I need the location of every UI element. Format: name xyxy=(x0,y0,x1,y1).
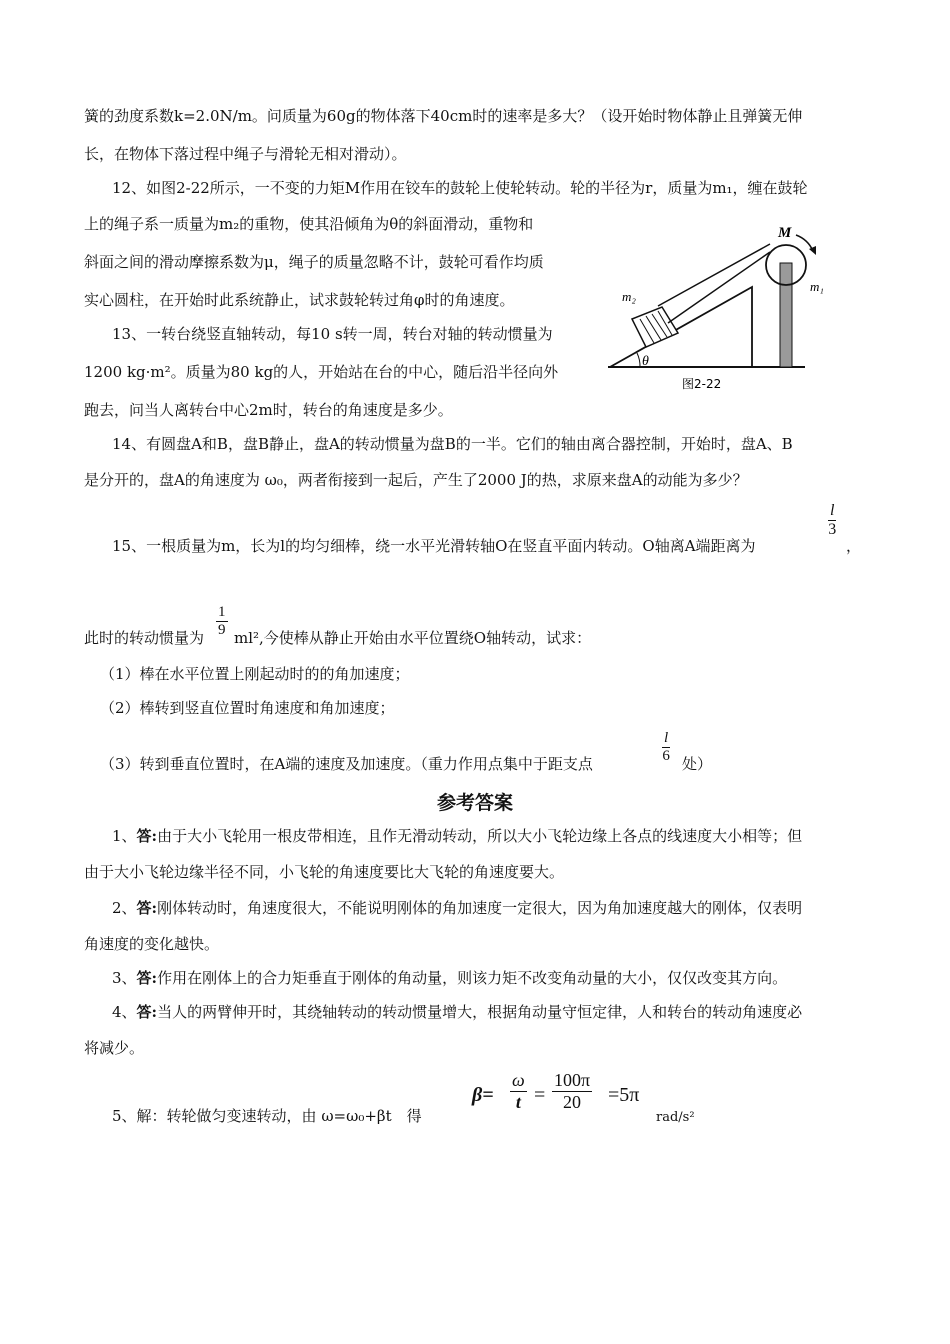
rope-lower xyxy=(668,252,770,323)
fraction-l-over-3: l 3 xyxy=(828,502,837,538)
text-line: 是分开的，盘A的角速度为 ω₀，两者衔接到一起后，产生了2000 J的热，求原来盘A的动能为多少？ xyxy=(84,471,748,489)
text-line: 长，在物体下落过程中绳子与滑轮无相对滑动）。 xyxy=(84,145,407,163)
label-M: M xyxy=(778,225,792,241)
eq-beta: β= xyxy=(472,1084,494,1106)
text-line: 斜面之间的滑动摩擦系数为μ，绳子的质量忽略不计，鼓轮可看作均质 xyxy=(84,253,544,271)
problem-14-line: 14、有圆盘A和B，盘B静止，盘A的转动惯量为盘B的一半。它们的轴由离合器控制，开始时，盘A、B xyxy=(112,435,793,453)
text-line: 由于大小飞轮边缘半径不同，小飞轮的角速度要比大飞轮的角速度要大。 xyxy=(84,863,565,881)
eq-fraction-omega-over-t: ω t xyxy=(512,1070,525,1112)
post xyxy=(780,263,792,367)
problem-13-line: 13、一转台绕竖直轴转动，每10 s转一周，转台对轴的转动惯量为 xyxy=(112,325,553,343)
problem-15-line: 15、一根质量为m，长为l的均匀细棒，绕一水平光滑转轴O在竖直平面内转动。O轴离A端距离为 xyxy=(112,537,756,555)
text-line: 此时的转动惯量为 xyxy=(84,629,205,647)
text-line: 上的绳子系一质量为m₂的重物，使其沿倾角为θ的斜面滑动，重物和 xyxy=(84,215,534,233)
eq-result: =5π xyxy=(608,1084,640,1106)
block-m2 xyxy=(632,307,678,347)
label-m2: m₂ xyxy=(622,289,636,304)
answer-3: 3、答:作用在刚体上的合力矩垂直于刚体的角动量，则该力矩不改变角动量的大小，仅仅改变其方向。 xyxy=(112,969,788,987)
eq-fraction-100pi-over-20: 100π 20 xyxy=(554,1070,591,1112)
text-line: ， xyxy=(846,537,862,555)
problem-12-line: 12、如图2-22所示，一不变的力矩M作用在铰车的鼓轮上使轮转动。轮的半径为r，质量为m₁，缠在鼓轮 xyxy=(112,179,808,197)
unit-label: rad/s² xyxy=(656,1110,695,1125)
answer-1: 1、答:由于大小飞轮用一根皮带相连，且作无滑动转动，所以大小飞轮边缘上各点的线速度大小相等；但 xyxy=(112,827,803,845)
figure-2-22 xyxy=(600,215,850,395)
text-line: ml²,今使棒从静止开始由水平位置绕O轴转动，试求： xyxy=(234,629,592,647)
fraction-1-over-9: 1 9 xyxy=(218,604,226,638)
answer-5: 5、解：转轮做匀变速转动，由 ω=ω₀+βt 得 xyxy=(112,1107,422,1125)
label-m1: m₁ xyxy=(810,279,824,294)
text-line: 1200 kg·m²。质量为80 kg的人，开始站在台的中心，随后沿半径向外 xyxy=(84,363,559,381)
text-line: 处） xyxy=(682,755,713,773)
answer-4: 4、答:当人的两臂伸开时，其绕轴转动的转动惯量增大，根据角动量守恒定律，人和转台的转动角速度必 xyxy=(112,1003,803,1021)
answer-2: 2、答:刚体转动时，角速度很大，不能说明刚体的角加速度一定很大，因为角加速度越大的刚体，仅表明 xyxy=(112,899,803,917)
question-1: （1）棒在水平位置上刚起动时的的角加速度； xyxy=(100,665,410,683)
question-2: （2）棒转到竖直位置时角速度和角加速度； xyxy=(100,699,395,717)
rope-upper xyxy=(658,244,770,306)
angle-arc xyxy=(637,353,640,367)
question-3: （3）转到垂直位置时，在A端的速度及加速度。（重力作用点集中于距支点 xyxy=(100,755,593,773)
figure-caption: 图2-22 xyxy=(682,377,722,391)
answers-heading: 参考答案 xyxy=(436,792,513,814)
text-line: 实心圆柱，在开始时此系统静止，试求鼓轮转过角φ时的角速度。 xyxy=(84,291,515,309)
text-line: 簧的劲度系数k=2.0N/m。问质量为60g的物体落下40cm时的速率是多大？（设开始时物体静止且弹簧无伸 xyxy=(84,107,803,125)
text-line: 跑去，问当人离转台中心2m时，转台的角速度是多少。 xyxy=(84,401,453,419)
text-line: 角速度的变化越快。 xyxy=(84,935,220,953)
text-line: 将减少。 xyxy=(84,1039,145,1057)
fraction-l-over-6: l 6 xyxy=(662,730,670,764)
label-theta: θ xyxy=(642,354,649,369)
